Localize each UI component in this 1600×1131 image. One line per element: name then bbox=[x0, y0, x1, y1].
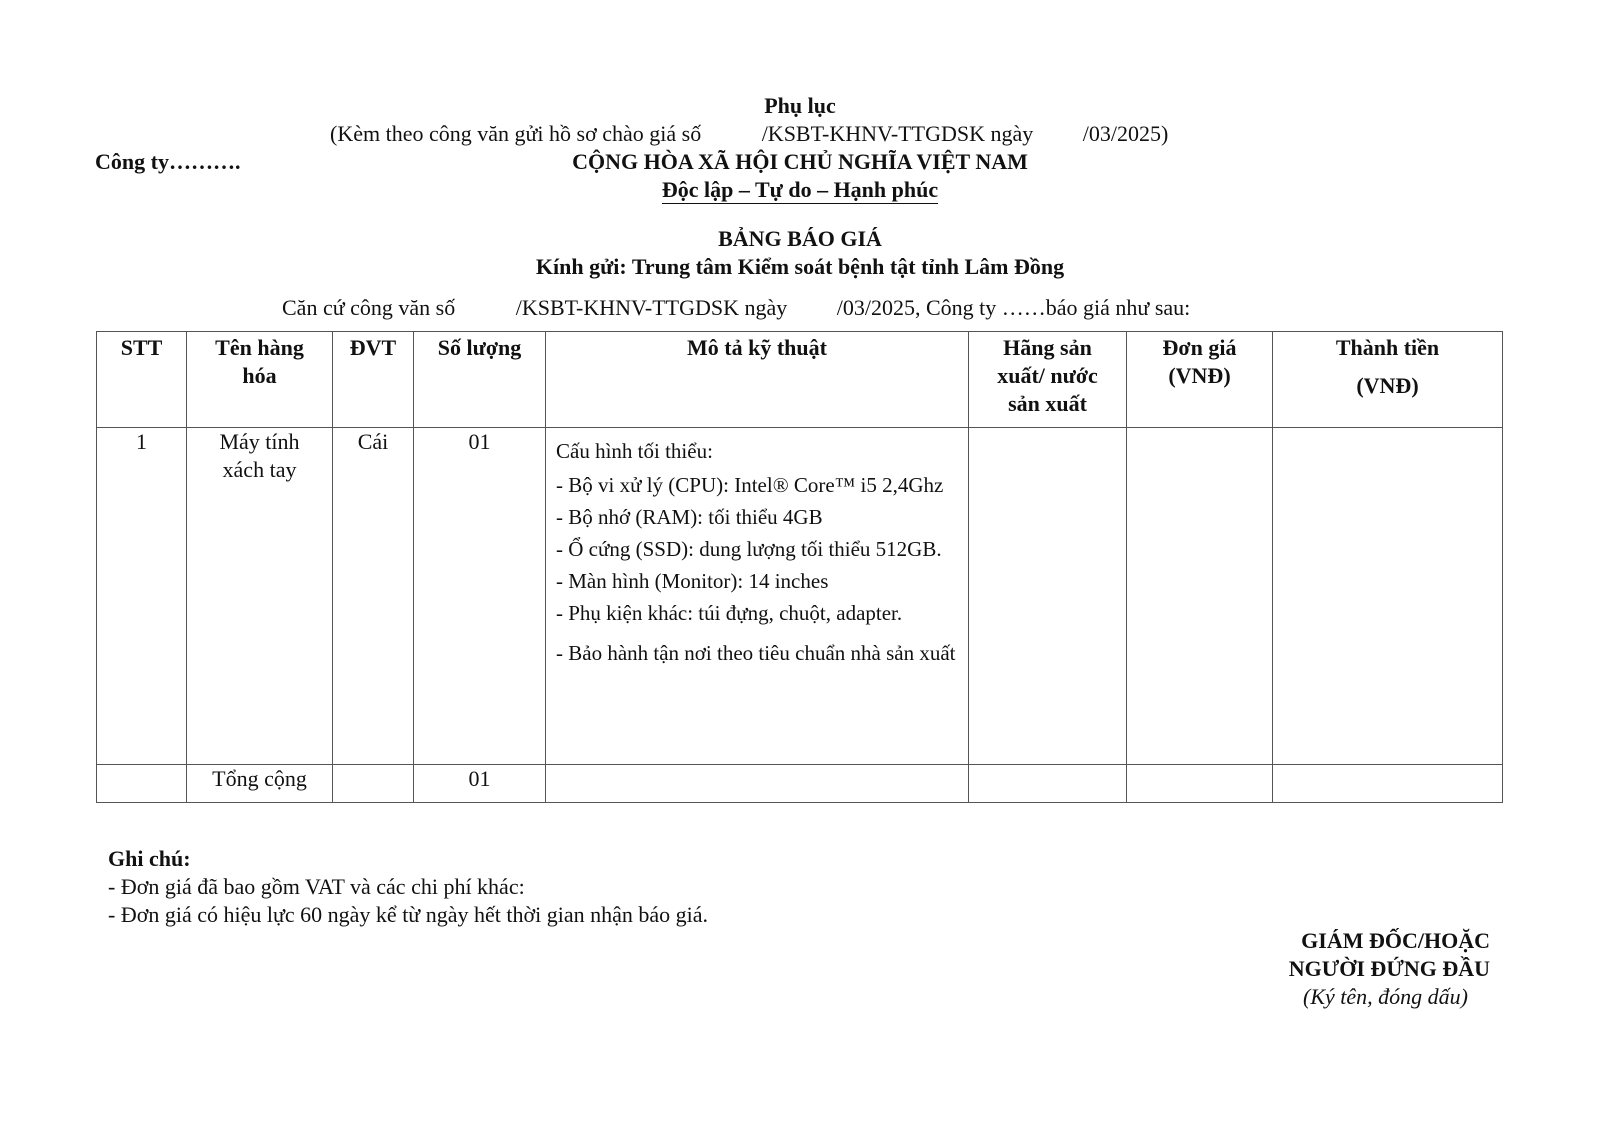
spec-list bbox=[546, 428, 968, 668]
header-unit-price bbox=[1127, 332, 1273, 428]
table-row bbox=[97, 428, 1503, 765]
header-amount-line: (VNĐ) bbox=[1356, 373, 1419, 398]
national-motto bbox=[0, 177, 1600, 204]
header-unit-price-line: Đơn giá bbox=[1162, 335, 1237, 360]
spec-accessories: - Phụ kiện khác: túi đựng, chuột, adapter. bbox=[556, 601, 903, 625]
header-spec: Mô tả kỹ thuật bbox=[546, 332, 969, 428]
item-spec bbox=[546, 428, 969, 765]
item-unit-price bbox=[1127, 428, 1273, 765]
total-unit bbox=[333, 765, 414, 803]
item-unit: Cái bbox=[333, 428, 414, 765]
header-item-name-line: Tên hàng bbox=[215, 335, 304, 360]
total-manufacturer bbox=[969, 765, 1127, 803]
notes-section bbox=[108, 845, 708, 929]
quote-title: BẢNG BÁO GIÁ bbox=[718, 226, 882, 251]
header-unit: ĐVT bbox=[333, 332, 414, 428]
item-amount bbox=[1273, 428, 1503, 765]
total-unit-price bbox=[1127, 765, 1273, 803]
reference-line: (Kèm theo công văn gửi hồ sơ chào giá số /KSBT-KHNV-TTGDSK ngày /03/2025) bbox=[330, 121, 1169, 146]
item-quantity: 01 bbox=[414, 428, 546, 765]
signature-block bbox=[1180, 927, 1490, 1011]
company-label: Công ty………. bbox=[95, 149, 241, 174]
spec-ram: - Bộ nhớ (RAM): tối thiểu 4GB bbox=[556, 505, 823, 529]
header-manufacturer-line: sản xuất bbox=[1008, 391, 1087, 416]
signature-hint: (Ký tên, đóng dấu) bbox=[1303, 984, 1468, 1009]
basis-line: Căn cứ công văn số /KSBT-KHNV-TTGDSK ngày /03/2025, Công ty ……báo giá như sau: bbox=[282, 295, 1191, 320]
note-line: - Đơn giá có hiệu lực 60 ngày kể từ ngày hết thời gian nhận báo giá. bbox=[108, 902, 709, 927]
addressee-line: Kính gửi: Trung tâm Kiểm soát bệnh tật tỉnh Lâm Đồng bbox=[535, 254, 1065, 279]
signer-title-line: GIÁM ĐỐC/HOẶC bbox=[1301, 928, 1490, 953]
table-total-row bbox=[97, 765, 1503, 803]
item-name bbox=[187, 428, 333, 765]
signer-title-line: NGƯỜI ĐỨNG ĐẦU bbox=[1288, 956, 1490, 981]
item-manufacturer bbox=[969, 428, 1127, 765]
spec-ssd: - Ổ cứng (SSD): dung lượng tối thiểu 512GB. bbox=[556, 537, 942, 561]
header-item-name bbox=[187, 332, 333, 428]
header-manufacturer-line: Hãng sản bbox=[1003, 335, 1092, 360]
header-stt: STT bbox=[97, 332, 187, 428]
header-manufacturer-line: xuất/ nước bbox=[997, 363, 1098, 388]
total-stt bbox=[97, 765, 187, 803]
national-motto-text: Độc lập – Tự do – Hạnh phúc bbox=[661, 177, 939, 202]
header-amount bbox=[1273, 332, 1503, 428]
total-amount bbox=[1273, 765, 1503, 803]
table-header-row bbox=[97, 332, 1503, 428]
item-stt: 1 bbox=[97, 428, 187, 765]
header-manufacturer bbox=[969, 332, 1127, 428]
note-line: - Đơn giá đã bao gồm VAT và các chi phí khác: bbox=[108, 874, 525, 899]
spec-intro: Cấu hình tối thiểu: bbox=[556, 439, 713, 463]
spec-warranty: - Bảo hành tận nơi theo tiêu chuẩn nhà sản xuất bbox=[556, 641, 956, 665]
republic-heading: CỘNG HÒA XÃ HỘI CHỦ NGHĨA VIỆT NAM bbox=[572, 149, 1028, 174]
item-name-line: xách tay bbox=[222, 457, 297, 482]
spec-monitor: - Màn hình (Monitor): 14 inches bbox=[556, 569, 829, 593]
header-quantity: Số lượng bbox=[414, 332, 546, 428]
header-amount-line: Thành tiền bbox=[1335, 335, 1440, 360]
total-spec bbox=[546, 765, 969, 803]
total-quantity: 01 bbox=[414, 765, 546, 803]
appendix-title: Phụ lục bbox=[764, 93, 836, 118]
total-label: Tổng cộng bbox=[187, 765, 333, 803]
spec-cpu: - Bộ vi xử lý (CPU): Intel® Core™ i5 2,4Ghz bbox=[556, 473, 944, 497]
item-name-line: Máy tính bbox=[219, 429, 300, 454]
header-unit-price-line: (VNĐ) bbox=[1168, 363, 1231, 388]
notes-title: Ghi chú: bbox=[108, 846, 191, 871]
quotation-table bbox=[96, 331, 1503, 803]
header-item-name-line: hóa bbox=[242, 363, 277, 388]
